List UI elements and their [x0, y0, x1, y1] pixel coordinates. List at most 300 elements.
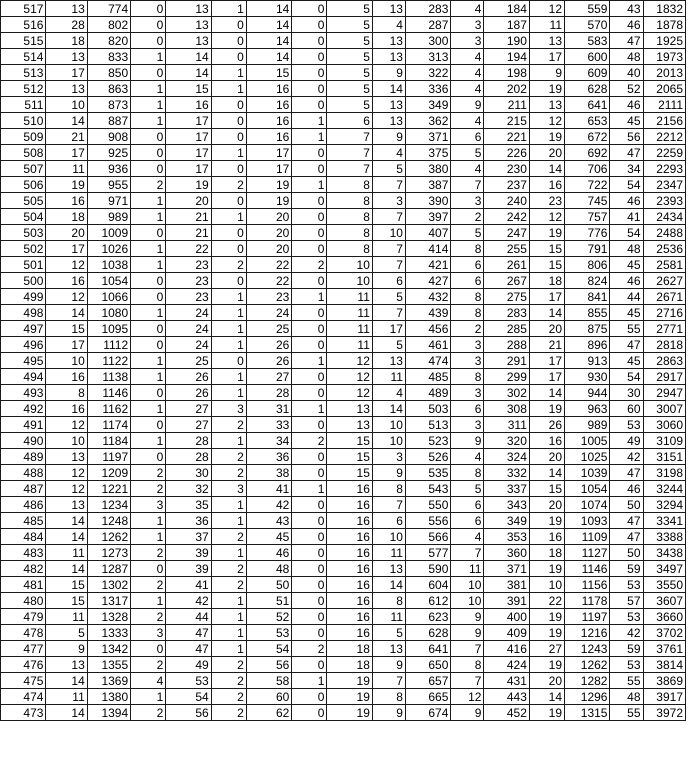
- table-cell[interactable]: 0: [211, 129, 246, 145]
- table-cell[interactable]: 3550: [643, 577, 685, 593]
- table-cell[interactable]: 14: [529, 465, 564, 481]
- table-cell[interactable]: 19: [327, 705, 372, 721]
- table-cell[interactable]: 14: [246, 33, 291, 49]
- table-cell[interactable]: 1: [211, 385, 246, 401]
- table-cell[interactable]: 53: [610, 657, 643, 673]
- table-cell[interactable]: 3972: [643, 705, 685, 721]
- table-cell[interactable]: 59: [610, 641, 643, 657]
- table-cell[interactable]: 507: [1, 161, 46, 177]
- table-cell[interactable]: 476: [1, 657, 46, 673]
- table-cell[interactable]: 512: [1, 81, 46, 97]
- table-cell[interactable]: 3497: [643, 561, 685, 577]
- table-cell[interactable]: 11: [372, 609, 405, 625]
- table-cell[interactable]: 500: [1, 273, 46, 289]
- table-cell[interactable]: 54: [246, 641, 291, 657]
- table-cell[interactable]: 16: [46, 273, 87, 289]
- table-cell[interactable]: 202: [484, 81, 529, 97]
- table-cell[interactable]: 628: [405, 625, 450, 641]
- table-cell[interactable]: 477: [1, 641, 46, 657]
- table-cell[interactable]: 2: [211, 673, 246, 689]
- table-cell[interactable]: 0: [292, 529, 327, 545]
- table-cell[interactable]: 45: [610, 113, 643, 129]
- table-cell[interactable]: 1: [292, 673, 327, 689]
- table-cell[interactable]: 1: [211, 513, 246, 529]
- table-cell[interactable]: 1005: [565, 433, 610, 449]
- table-cell[interactable]: 2293: [643, 161, 685, 177]
- table-cell[interactable]: 14: [46, 305, 87, 321]
- table-cell[interactable]: 6: [451, 497, 484, 513]
- table-cell[interactable]: 28: [166, 433, 211, 449]
- table-cell[interactable]: 22: [246, 257, 291, 273]
- table-cell[interactable]: 474: [405, 353, 450, 369]
- table-cell[interactable]: 10: [46, 353, 87, 369]
- table-cell[interactable]: 11: [372, 545, 405, 561]
- table-cell[interactable]: 0: [211, 33, 246, 49]
- table-cell[interactable]: 13: [372, 561, 405, 577]
- table-cell[interactable]: 11: [372, 369, 405, 385]
- table-cell[interactable]: 2: [211, 657, 246, 673]
- table-cell[interactable]: 0: [292, 561, 327, 577]
- table-cell[interactable]: 20: [529, 449, 564, 465]
- table-cell[interactable]: 19: [46, 177, 87, 193]
- table-cell[interactable]: 247: [484, 225, 529, 241]
- table-cell[interactable]: 261: [484, 257, 529, 273]
- table-cell[interactable]: 1: [211, 433, 246, 449]
- table-cell[interactable]: 0: [292, 577, 327, 593]
- table-cell[interactable]: 187: [484, 17, 529, 33]
- table-cell[interactable]: 9: [529, 65, 564, 81]
- table-cell[interactable]: 1832: [643, 1, 685, 17]
- table-cell[interactable]: 6: [451, 129, 484, 145]
- table-cell[interactable]: 14: [529, 385, 564, 401]
- table-cell[interactable]: 0: [131, 17, 166, 33]
- table-cell[interactable]: 0: [292, 81, 327, 97]
- table-cell[interactable]: 21: [529, 337, 564, 353]
- table-cell[interactable]: 17: [46, 241, 87, 257]
- table-cell[interactable]: 16: [166, 97, 211, 113]
- table-cell[interactable]: 13: [166, 17, 211, 33]
- table-cell[interactable]: 3869: [643, 673, 685, 689]
- table-cell[interactable]: 15: [327, 465, 372, 481]
- table-cell[interactable]: 1138: [87, 369, 130, 385]
- table-cell[interactable]: 291: [484, 353, 529, 369]
- table-cell[interactable]: 24: [166, 305, 211, 321]
- table-cell[interactable]: 54: [610, 369, 643, 385]
- table-cell[interactable]: 706: [565, 161, 610, 177]
- table-cell[interactable]: 12: [327, 385, 372, 401]
- table-cell[interactable]: 1315: [565, 705, 610, 721]
- table-cell[interactable]: 577: [405, 545, 450, 561]
- table-cell[interactable]: 24: [166, 337, 211, 353]
- table-cell[interactable]: 11: [529, 17, 564, 33]
- table-cell[interactable]: 12: [529, 113, 564, 129]
- table-cell[interactable]: 46: [610, 273, 643, 289]
- table-cell[interactable]: 3060: [643, 417, 685, 433]
- table-cell[interactable]: 47: [610, 337, 643, 353]
- table-cell[interactable]: 523: [405, 433, 450, 449]
- table-cell[interactable]: 20: [46, 225, 87, 241]
- table-cell[interactable]: 604: [405, 577, 450, 593]
- table-cell[interactable]: 54: [166, 689, 211, 705]
- table-cell[interactable]: 353: [484, 529, 529, 545]
- table-cell[interactable]: 10: [451, 593, 484, 609]
- table-cell[interactable]: 47: [610, 529, 643, 545]
- table-cell[interactable]: 59: [610, 561, 643, 577]
- table-cell[interactable]: 495: [1, 353, 46, 369]
- table-cell[interactable]: 44: [610, 289, 643, 305]
- table-cell[interactable]: 33: [246, 417, 291, 433]
- table-cell[interactable]: 2: [131, 577, 166, 593]
- table-cell[interactable]: 2671: [643, 289, 685, 305]
- table-cell[interactable]: 820: [87, 33, 130, 49]
- table-cell[interactable]: 2: [211, 705, 246, 721]
- table-cell[interactable]: 1054: [565, 481, 610, 497]
- table-cell[interactable]: 19: [327, 673, 372, 689]
- table-cell[interactable]: 20: [246, 225, 291, 241]
- table-cell[interactable]: 3: [131, 497, 166, 513]
- table-cell[interactable]: 198: [484, 65, 529, 81]
- table-cell[interactable]: 8: [327, 209, 372, 225]
- table-cell[interactable]: 1216: [565, 625, 610, 641]
- table-cell[interactable]: 1: [131, 593, 166, 609]
- table-cell[interactable]: 0: [131, 561, 166, 577]
- table-cell[interactable]: 46: [610, 17, 643, 33]
- table-cell[interactable]: 7: [451, 177, 484, 193]
- table-cell[interactable]: 43: [610, 1, 643, 17]
- table-cell[interactable]: 7: [327, 145, 372, 161]
- table-cell[interactable]: 20: [246, 209, 291, 225]
- table-cell[interactable]: 14: [246, 17, 291, 33]
- table-cell[interactable]: 35: [166, 497, 211, 513]
- table-cell[interactable]: 45: [610, 257, 643, 273]
- table-cell[interactable]: 873: [87, 97, 130, 113]
- table-cell[interactable]: 36: [166, 513, 211, 529]
- table-cell[interactable]: 2488: [643, 225, 685, 241]
- table-cell[interactable]: 13: [372, 49, 405, 65]
- table-cell[interactable]: 3109: [643, 433, 685, 449]
- table-cell[interactable]: 360: [484, 545, 529, 561]
- table-cell[interactable]: 504: [1, 209, 46, 225]
- table-cell[interactable]: 17: [46, 337, 87, 353]
- table-cell[interactable]: 0: [292, 705, 327, 721]
- table-cell[interactable]: 18: [46, 209, 87, 225]
- table-cell[interactable]: 14: [529, 161, 564, 177]
- table-cell[interactable]: 8: [372, 481, 405, 497]
- table-cell[interactable]: 0: [211, 113, 246, 129]
- table-cell[interactable]: 3702: [643, 625, 685, 641]
- table-cell[interactable]: 5: [451, 481, 484, 497]
- table-cell[interactable]: 7: [451, 673, 484, 689]
- table-cell[interactable]: 0: [292, 193, 327, 209]
- table-cell[interactable]: 432: [405, 289, 450, 305]
- table-cell[interactable]: 53: [610, 609, 643, 625]
- table-cell[interactable]: 3814: [643, 657, 685, 673]
- table-cell[interactable]: 515: [1, 33, 46, 49]
- table-cell[interactable]: 14: [46, 673, 87, 689]
- table-cell[interactable]: 3: [451, 193, 484, 209]
- table-cell[interactable]: 4: [451, 529, 484, 545]
- table-cell[interactable]: 612: [405, 593, 450, 609]
- table-cell[interactable]: 311: [484, 417, 529, 433]
- table-cell[interactable]: 2: [451, 321, 484, 337]
- table-cell[interactable]: 1333: [87, 625, 130, 641]
- table-cell[interactable]: 267: [484, 273, 529, 289]
- table-cell[interactable]: 913: [565, 353, 610, 369]
- table-cell[interactable]: 12: [46, 257, 87, 273]
- table-cell[interactable]: 2393: [643, 193, 685, 209]
- table-cell[interactable]: 375: [405, 145, 450, 161]
- table-cell[interactable]: 17: [166, 145, 211, 161]
- table-cell[interactable]: 1: [211, 209, 246, 225]
- table-cell[interactable]: 15: [529, 481, 564, 497]
- table-cell[interactable]: 491: [1, 417, 46, 433]
- table-cell[interactable]: 12: [46, 481, 87, 497]
- table-cell[interactable]: 989: [87, 209, 130, 225]
- table-cell[interactable]: 17: [246, 161, 291, 177]
- table-cell[interactable]: 3341: [643, 513, 685, 529]
- table-cell[interactable]: 0: [292, 97, 327, 113]
- table-cell[interactable]: 2: [292, 641, 327, 657]
- table-cell[interactable]: 0: [211, 273, 246, 289]
- table-cell[interactable]: 1156: [565, 577, 610, 593]
- table-cell[interactable]: 47: [166, 625, 211, 641]
- table-cell[interactable]: 13: [46, 1, 87, 17]
- table-cell[interactable]: 12: [451, 689, 484, 705]
- table-cell[interactable]: 2347: [643, 177, 685, 193]
- table-cell[interactable]: 2: [211, 417, 246, 433]
- table-cell[interactable]: 791: [565, 241, 610, 257]
- table-cell[interactable]: 24: [246, 305, 291, 321]
- table-cell[interactable]: 41: [166, 577, 211, 593]
- table-cell[interactable]: 665: [405, 689, 450, 705]
- table-cell[interactable]: 22: [246, 273, 291, 289]
- table-cell[interactable]: 0: [292, 305, 327, 321]
- table-cell[interactable]: 3151: [643, 449, 685, 465]
- table-cell[interactable]: 7: [372, 257, 405, 273]
- table-cell[interactable]: 15: [529, 241, 564, 257]
- table-cell[interactable]: 516: [1, 17, 46, 33]
- table-cell[interactable]: 6: [451, 273, 484, 289]
- table-cell[interactable]: 1: [292, 177, 327, 193]
- table-cell[interactable]: 510: [1, 113, 46, 129]
- table-cell[interactable]: 745: [565, 193, 610, 209]
- table-cell[interactable]: 2581: [643, 257, 685, 273]
- table-cell[interactable]: 509: [1, 129, 46, 145]
- table-cell[interactable]: 1: [211, 625, 246, 641]
- table-cell[interactable]: 0: [292, 273, 327, 289]
- table-cell[interactable]: 5: [327, 17, 372, 33]
- table-cell[interactable]: 2917: [643, 369, 685, 385]
- table-cell[interactable]: 955: [87, 177, 130, 193]
- table-cell[interactable]: 485: [405, 369, 450, 385]
- table-cell[interactable]: 16: [327, 593, 372, 609]
- table-cell[interactable]: 397: [405, 209, 450, 225]
- table-cell[interactable]: 0: [292, 241, 327, 257]
- table-cell[interactable]: 514: [1, 49, 46, 65]
- table-cell[interactable]: 1234: [87, 497, 130, 513]
- table-cell[interactable]: 0: [131, 145, 166, 161]
- table-cell[interactable]: 508: [1, 145, 46, 161]
- table-cell[interactable]: 26: [529, 417, 564, 433]
- table-cell[interactable]: 10: [451, 577, 484, 593]
- table-cell[interactable]: 963: [565, 401, 610, 417]
- table-cell[interactable]: 9: [451, 433, 484, 449]
- table-cell[interactable]: 16: [327, 577, 372, 593]
- table-cell[interactable]: 27: [166, 417, 211, 433]
- table-cell[interactable]: 3761: [643, 641, 685, 657]
- table-cell[interactable]: 39: [166, 545, 211, 561]
- table-cell[interactable]: 1: [211, 1, 246, 17]
- table-cell[interactable]: 9: [451, 625, 484, 641]
- table-cell[interactable]: 5: [372, 625, 405, 641]
- table-cell[interactable]: 23: [246, 289, 291, 305]
- table-cell[interactable]: 1: [211, 289, 246, 305]
- table-cell[interactable]: 27: [529, 641, 564, 657]
- table-cell[interactable]: 54: [610, 225, 643, 241]
- table-cell[interactable]: 4: [451, 1, 484, 17]
- table-cell[interactable]: 2259: [643, 145, 685, 161]
- table-cell[interactable]: 1394: [87, 705, 130, 721]
- table-cell[interactable]: 230: [484, 161, 529, 177]
- table-cell[interactable]: 26: [246, 337, 291, 353]
- table-cell[interactable]: 0: [131, 273, 166, 289]
- table-cell[interactable]: 28: [166, 449, 211, 465]
- table-cell[interactable]: 0: [292, 65, 327, 81]
- table-cell[interactable]: 484: [1, 529, 46, 545]
- table-cell[interactable]: 2212: [643, 129, 685, 145]
- table-cell[interactable]: 2: [451, 209, 484, 225]
- table-cell[interactable]: 505: [1, 193, 46, 209]
- table-cell[interactable]: 7: [372, 673, 405, 689]
- table-cell[interactable]: 1369: [87, 673, 130, 689]
- table-cell[interactable]: 62: [246, 705, 291, 721]
- table-cell[interactable]: 51: [246, 593, 291, 609]
- table-cell[interactable]: 502: [1, 241, 46, 257]
- table-cell[interactable]: 47: [610, 33, 643, 49]
- table-cell[interactable]: 570: [565, 17, 610, 33]
- table-cell[interactable]: 8: [327, 177, 372, 193]
- table-cell[interactable]: 43: [246, 513, 291, 529]
- table-cell[interactable]: 1039: [565, 465, 610, 481]
- table-cell[interactable]: 1112: [87, 337, 130, 353]
- table-cell[interactable]: 503: [405, 401, 450, 417]
- table-cell[interactable]: 488: [1, 465, 46, 481]
- table-cell[interactable]: 2434: [643, 209, 685, 225]
- table-cell[interactable]: 424: [484, 657, 529, 673]
- table-cell[interactable]: 14: [46, 561, 87, 577]
- table-cell[interactable]: 221: [484, 129, 529, 145]
- table-cell[interactable]: 2013: [643, 65, 685, 81]
- table-cell[interactable]: 1174: [87, 417, 130, 433]
- table-cell[interactable]: 2536: [643, 241, 685, 257]
- table-cell[interactable]: 1302: [87, 577, 130, 593]
- table-cell[interactable]: 623: [405, 609, 450, 625]
- table-cell[interactable]: 4: [451, 81, 484, 97]
- table-cell[interactable]: 15: [46, 577, 87, 593]
- table-cell[interactable]: 2771: [643, 321, 685, 337]
- table-cell[interactable]: 3917: [643, 689, 685, 705]
- table-cell[interactable]: 583: [565, 33, 610, 49]
- table-cell[interactable]: 11: [327, 337, 372, 353]
- table-cell[interactable]: 283: [484, 305, 529, 321]
- table-cell[interactable]: 2: [211, 561, 246, 577]
- table-cell[interactable]: 989: [565, 417, 610, 433]
- table-cell[interactable]: 590: [405, 561, 450, 577]
- table-cell[interactable]: 1: [131, 49, 166, 65]
- table-cell[interactable]: 16: [246, 129, 291, 145]
- table-cell[interactable]: 3: [451, 33, 484, 49]
- table-cell[interactable]: 1262: [565, 657, 610, 673]
- table-cell[interactable]: 824: [565, 273, 610, 289]
- table-cell[interactable]: 47: [610, 513, 643, 529]
- table-cell[interactable]: 50: [610, 497, 643, 513]
- table-cell[interactable]: 7: [372, 497, 405, 513]
- table-cell[interactable]: 971: [87, 193, 130, 209]
- table-cell[interactable]: 381: [484, 577, 529, 593]
- table-cell[interactable]: 60: [610, 401, 643, 417]
- table-cell[interactable]: 211: [484, 97, 529, 113]
- table-cell[interactable]: 2: [211, 529, 246, 545]
- table-cell[interactable]: 13: [372, 97, 405, 113]
- table-cell[interactable]: 6: [451, 257, 484, 273]
- table-cell[interactable]: 1: [292, 129, 327, 145]
- table-cell[interactable]: 0: [292, 545, 327, 561]
- table-cell[interactable]: 0: [131, 449, 166, 465]
- table-cell[interactable]: 1: [131, 433, 166, 449]
- table-cell[interactable]: 863: [87, 81, 130, 97]
- table-cell[interactable]: 0: [211, 17, 246, 33]
- table-cell[interactable]: 332: [484, 465, 529, 481]
- table-cell[interactable]: 55: [610, 673, 643, 689]
- table-cell[interactable]: 21: [166, 225, 211, 241]
- table-cell[interactable]: 14: [372, 81, 405, 97]
- table-cell[interactable]: 1: [211, 593, 246, 609]
- table-cell[interactable]: 27: [166, 401, 211, 417]
- table-cell[interactable]: 26: [166, 385, 211, 401]
- table-cell[interactable]: 19: [246, 177, 291, 193]
- table-cell[interactable]: 56: [246, 657, 291, 673]
- table-cell[interactable]: 407: [405, 225, 450, 241]
- table-cell[interactable]: 7: [372, 305, 405, 321]
- table-cell[interactable]: 40: [610, 65, 643, 81]
- table-cell[interactable]: 1: [211, 545, 246, 561]
- table-cell[interactable]: 9: [451, 97, 484, 113]
- table-cell[interactable]: 13: [372, 353, 405, 369]
- table-cell[interactable]: 550: [405, 497, 450, 513]
- table-cell[interactable]: 487: [1, 481, 46, 497]
- table-cell[interactable]: 45: [610, 353, 643, 369]
- table-cell[interactable]: 452: [484, 705, 529, 721]
- table-cell[interactable]: 34: [246, 433, 291, 449]
- table-cell[interactable]: 1095: [87, 321, 130, 337]
- table-cell[interactable]: 875: [565, 321, 610, 337]
- table-cell[interactable]: 60: [246, 689, 291, 705]
- table-cell[interactable]: 56: [610, 129, 643, 145]
- table-cell[interactable]: 24: [166, 321, 211, 337]
- table-cell[interactable]: 13: [372, 1, 405, 17]
- table-cell[interactable]: 8: [327, 225, 372, 241]
- table-cell[interactable]: 3: [211, 481, 246, 497]
- table-cell[interactable]: 0: [292, 657, 327, 673]
- table-cell[interactable]: 887: [87, 113, 130, 129]
- table-cell[interactable]: 19: [529, 705, 564, 721]
- table-cell[interactable]: 0: [292, 609, 327, 625]
- table-cell[interactable]: 1: [131, 353, 166, 369]
- table-cell[interactable]: 2: [131, 481, 166, 497]
- table-cell[interactable]: 285: [484, 321, 529, 337]
- table-cell[interactable]: 559: [565, 1, 610, 17]
- table-cell[interactable]: 0: [131, 337, 166, 353]
